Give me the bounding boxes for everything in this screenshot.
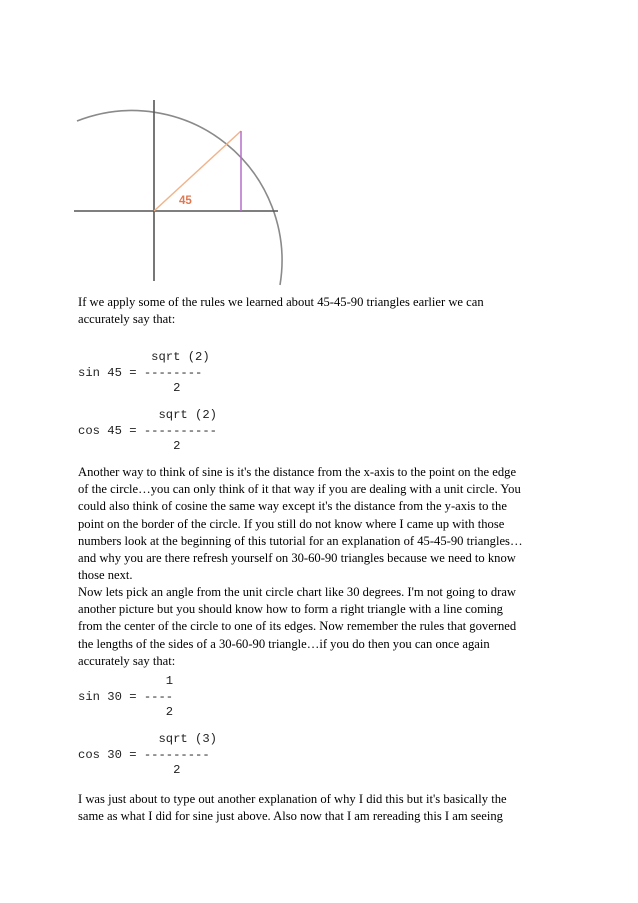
paragraph-closing: I was just about to type out another explanation of why I did this but it's basically the same as what I did for sine just above. Also now that I am rereading this I am seeing <box>78 792 507 824</box>
formula-sin-30: 1 sin 30 = ---- 2 <box>78 674 174 719</box>
angle-label: 45 <box>179 195 192 207</box>
unit-circle-figure <box>70 88 285 288</box>
hypotenuse-line <box>154 131 241 211</box>
formula-cos-45: sqrt (2) cos 45 = ---------- 2 <box>78 408 217 453</box>
formula-sin-45: sqrt (2) sin 45 = -------- 2 <box>78 350 210 395</box>
paragraph-30-degrees: Now lets pick an angle from the unit circle chart like 30 degrees. I'm not going to draw another picture but you should know how to form a right triangle with a line coming from the center of the circle to one of its edges. Now remember the rules that governed the lengths of the sides of a 30-60-90 triangle…if you do then you can once again accurately say that: <box>78 585 517 668</box>
formula-cos-30: sqrt (3) cos 30 = --------- 2 <box>78 732 217 777</box>
paragraph-sine-explanation: Another way to think of sine is it's the distance from the x-axis to the point on the edge of the circle…you can only think of it that way if you are dealing with a unit circle. You could also think of cosine the same way except it's the distance from the y-axis to the point on the border of the circle. If you still do not know where I came up with those numbers look at the beginning of this tutorial for an explanation of 45-45-90 triangles…and why you are there refresh yourself on 30-60-90 triangles because we need to know those next. <box>78 465 523 583</box>
paragraph-intro: If we apply some of the rules we learned about 45-45-90 triangles earlier we can accurately say that: <box>78 295 484 327</box>
